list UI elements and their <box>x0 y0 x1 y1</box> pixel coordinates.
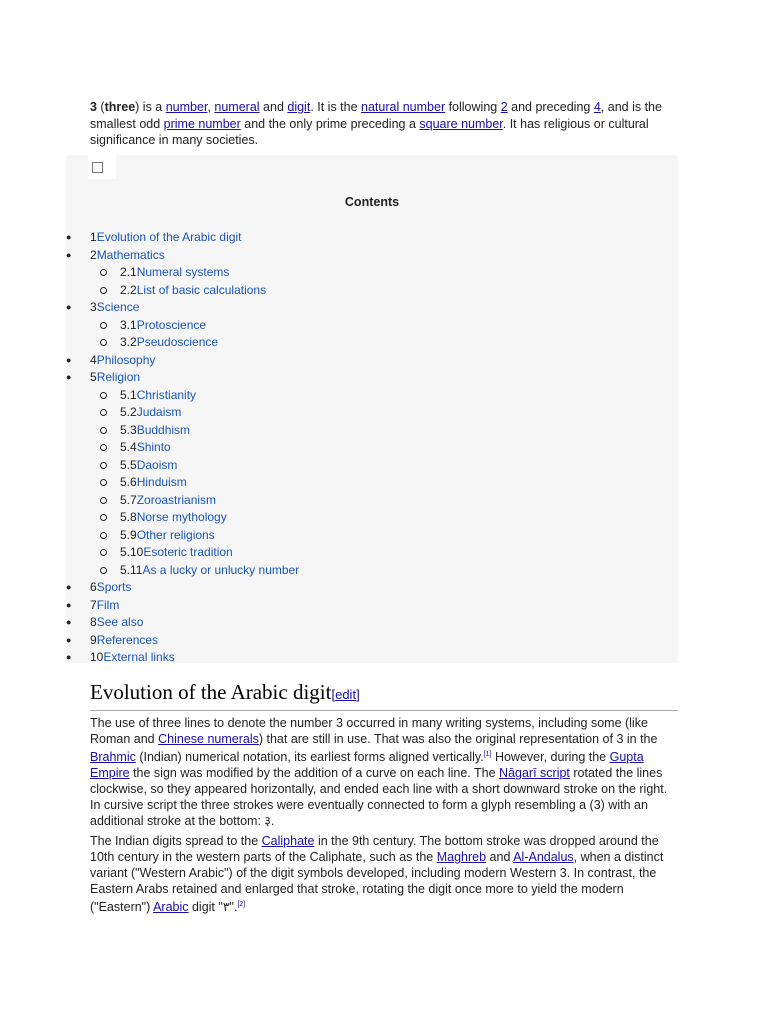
link-square-number[interactable]: square number <box>419 116 503 131</box>
toc-bullet-icon: ● <box>66 302 72 312</box>
toc-item-number: 5.9 <box>120 527 137 542</box>
toc-item-label[interactable]: Religion <box>96 370 141 384</box>
toc-item[interactable] <box>90 248 165 262</box>
toc-item-label[interactable]: Hinduism <box>136 475 187 489</box>
toc-item-number: 5.1 <box>120 387 137 402</box>
toc-item-label[interactable]: Esoteric tradition <box>143 545 233 559</box>
toc-item-label[interactable]: List of basic calculations <box>136 282 267 297</box>
toc-item-number: 5.4 <box>120 440 137 454</box>
toc-item[interactable] <box>120 335 218 349</box>
toc-subbullet-icon <box>100 567 107 574</box>
toc-item[interactable] <box>120 563 299 577</box>
toc-subbullet-icon <box>100 409 107 416</box>
toc-item-label[interactable]: Zoroastrianism <box>136 492 217 507</box>
para-text: and <box>486 850 514 864</box>
toc-item[interactable] <box>90 353 155 367</box>
toc-item-label[interactable]: See also <box>96 615 144 629</box>
toc-subbullet-icon <box>100 532 107 539</box>
toc-item-label[interactable]: Buddhism <box>136 422 191 437</box>
link-digit[interactable]: digit <box>287 100 311 114</box>
toc-item-number: 7 <box>90 597 97 612</box>
paragraph-2 <box>90 833 680 915</box>
link-2[interactable]: 2 <box>500 100 508 114</box>
link-natural-number[interactable]: natural number <box>361 100 446 114</box>
toc-bullet-icon: ● <box>66 617 72 627</box>
toc-subbullet-icon <box>100 497 107 504</box>
toc-item[interactable] <box>90 230 241 244</box>
para-text: the sign was modified by the addition of a curve on each line. The <box>129 766 500 781</box>
toc-item[interactable] <box>90 370 140 384</box>
toc-item[interactable] <box>90 598 119 612</box>
edit-bracket-open: [ <box>331 687 336 702</box>
toc-item-number: 5.8 <box>120 510 137 524</box>
toc-item[interactable] <box>90 650 175 664</box>
toc-item-number: 3.2 <box>120 335 137 349</box>
toc-item-number: 5.6 <box>120 475 137 489</box>
link-numeral[interactable]: numeral <box>214 100 260 114</box>
toc-item-number: 8 <box>90 615 97 629</box>
toc-bullet-icon: ● <box>66 372 72 382</box>
toc-item-label[interactable]: Evolution of the Arabic digit <box>96 230 242 244</box>
toc-item-number: 5.11 <box>120 562 143 577</box>
link-caliphate[interactable]: Caliphate <box>261 834 315 848</box>
toc-title: Contents <box>344 195 400 209</box>
toc-item-label[interactable]: As a lucky or unlucky number <box>142 562 300 577</box>
toc-item-label[interactable]: References <box>96 632 159 647</box>
lead-text: and <box>259 100 288 114</box>
link-gupta-empire[interactable]: Gupta Empire <box>90 750 644 781</box>
table-of-contents <box>66 155 678 663</box>
toc-toggle-checkbox[interactable] <box>92 162 103 173</box>
toc-subbullet-icon <box>100 392 107 399</box>
lead-text: . It is the <box>310 100 362 114</box>
lead-text: ) is a <box>135 100 166 114</box>
para-text: The use of three lines to denote the number 3 occurred in many writing systems, including some (like Roman and <box>90 716 648 746</box>
link-chinese-numerals[interactable]: Chinese numerals <box>158 732 259 746</box>
toc-item-label[interactable]: Daoism <box>136 457 178 472</box>
link-arabic[interactable]: Arabic <box>153 900 189 915</box>
toc-item-number: 5.2 <box>120 405 137 419</box>
toc-item[interactable] <box>120 528 215 542</box>
para-text: digit "٣". <box>188 900 238 915</box>
toc-item[interactable] <box>120 440 171 454</box>
toc-item[interactable] <box>120 283 266 297</box>
lead-text: , <box>207 100 215 114</box>
toc-item-number: 2 <box>90 247 97 262</box>
toc-item-label[interactable]: Science <box>96 300 140 314</box>
para-text: ) that are still in use. That was also the original representation of 3 in the <box>258 732 658 746</box>
edit-bracket-close: ] <box>356 687 360 702</box>
toc-item-number: 9 <box>90 632 97 647</box>
para-text: in the 9th century. The bottom stroke was dropped around the 10th century in the western parts of the Caliphate, such as the <box>90 834 659 864</box>
lead-paragraph <box>90 99 680 149</box>
toc-item[interactable] <box>120 510 227 524</box>
toc-item[interactable] <box>120 405 181 419</box>
link-maghreb[interactable]: Maghreb <box>436 850 487 864</box>
toc-item-number: 5.5 <box>120 457 137 472</box>
lead-text: and preceding <box>507 100 594 114</box>
toc-item-label[interactable]: Film <box>96 597 120 612</box>
toc-item-label[interactable]: Other religions <box>136 527 215 542</box>
toc-subbullet-icon <box>100 514 107 521</box>
toc-item-number: 2.1 <box>120 265 137 279</box>
toc-item-label[interactable]: Mathematics <box>96 247 165 262</box>
toc-item-number: 10 <box>90 650 104 664</box>
toc-item-label[interactable]: Sports <box>96 580 132 594</box>
toc-item-number: 5 <box>90 370 97 384</box>
para-text: (Indian) numerical notation, its earliest forms aligned vertically. <box>135 750 484 765</box>
toc-item-number: 1 <box>90 230 97 244</box>
lead-text: ( <box>96 100 105 114</box>
toc-subbullet-icon <box>100 479 107 486</box>
toc-bullet-icon: ● <box>66 652 72 662</box>
toc-item[interactable] <box>120 318 206 332</box>
toc-item-number: 6 <box>90 580 97 594</box>
lead-text: , and is the smallest odd <box>90 100 662 131</box>
lead-text: . It has religious or cultural significance in many societies. <box>90 116 649 147</box>
toc-bullet-icon: ● <box>66 232 72 242</box>
lead-term: 3 <box>90 100 97 114</box>
toc-item-label[interactable]: External links <box>103 650 175 664</box>
toc-subbullet-icon <box>100 269 107 276</box>
link-number[interactable]: number <box>165 100 208 114</box>
toc-subbullet-icon <box>100 462 107 469</box>
toc-item-label[interactable]: Shinto <box>136 440 171 454</box>
toc-item-label[interactable]: Philosophy <box>96 352 156 367</box>
edit-section <box>331 687 359 702</box>
toc-item-number: 3.1 <box>120 317 137 332</box>
toc-subbullet-icon <box>100 339 107 346</box>
toc-item[interactable] <box>120 458 177 472</box>
toc-subbullet-icon <box>100 444 107 451</box>
toc-item[interactable] <box>120 265 229 279</box>
para-text: rotated the lines clockwise, so they appeared horizontally, and ended each line with a short downward stroke on the right. In cursive script the three strokes were eventually connected to form a glyph resembling a (3) with an additional stroke at the bottom: ३. <box>90 766 668 829</box>
para-text: , when a distinct variant ("Western Arabic") of the digit symbols developed, including modern Western 3. In contrast, the Eastern Arabs retained and enlarged that stroke, rotating the digit once more to yield the modern ("Eastern") <box>90 850 664 915</box>
section-title: Evolution of the Arabic digit <box>90 680 332 704</box>
para-text: However, during the <box>491 750 610 765</box>
toc-item-number: 3 <box>90 300 97 314</box>
paragraph-1 <box>90 715 680 829</box>
toc-item-label[interactable]: Protoscience <box>136 317 207 332</box>
toc-item[interactable] <box>120 423 190 437</box>
toc-bullet-icon: ● <box>66 582 72 592</box>
toc-bullet-icon: ● <box>66 354 72 365</box>
lead-term-alt: three <box>104 100 136 114</box>
reference-2[interactable]: [2] <box>237 901 246 908</box>
toc-item[interactable] <box>90 580 131 594</box>
toc-item[interactable] <box>90 633 158 647</box>
toc-item-label[interactable]: Judaism <box>136 405 182 419</box>
toc-item-label[interactable]: Norse mythology <box>136 510 227 524</box>
toc-item-label[interactable]: Numeral systems <box>136 265 230 279</box>
toc-item-label[interactable]: Pseudoscience <box>136 335 219 349</box>
toc-item[interactable] <box>90 300 139 314</box>
section-heading <box>90 678 678 711</box>
link-prime-number[interactable]: prime number <box>163 116 241 131</box>
toc-item-number: 5.7 <box>120 492 137 507</box>
toc-subbullet-icon <box>100 287 107 294</box>
toc-item-number: 4 <box>90 352 97 367</box>
link-nagari-script[interactable]: Nāgarī script <box>499 766 570 781</box>
lead-text: following <box>445 100 501 114</box>
edit-link[interactable]: edit <box>335 687 357 702</box>
toc-item-number: 5.3 <box>120 422 137 437</box>
link-4[interactable]: 4 <box>593 100 601 114</box>
toc-item-label[interactable]: Christianity <box>136 387 197 402</box>
toc-toggle-area <box>88 155 116 179</box>
toc-subbullet-icon <box>100 322 107 329</box>
toc-subbullet-icon <box>100 549 107 556</box>
reference-1[interactable]: [1] <box>483 751 492 758</box>
toc-bullet-icon: ● <box>66 249 72 260</box>
toc-bullet-icon: ● <box>66 599 72 610</box>
toc-subbullet-icon <box>100 427 107 434</box>
toc-item[interactable] <box>120 545 233 559</box>
para-text: The Indian digits spread to the <box>90 834 262 848</box>
link-al-andalus[interactable]: Al-Andalus <box>513 850 574 864</box>
toc-item[interactable] <box>120 388 196 402</box>
link-brahmic[interactable]: Brahmic <box>90 750 136 765</box>
toc-item[interactable] <box>120 475 187 489</box>
toc-item[interactable] <box>90 615 143 629</box>
toc-item[interactable] <box>120 493 216 507</box>
toc-item-number: 2.2 <box>120 282 137 297</box>
lead-text: and the only prime preceding a <box>240 116 420 131</box>
toc-item-number: 5.10 <box>120 545 144 559</box>
toc-bullet-icon: ● <box>66 634 72 645</box>
